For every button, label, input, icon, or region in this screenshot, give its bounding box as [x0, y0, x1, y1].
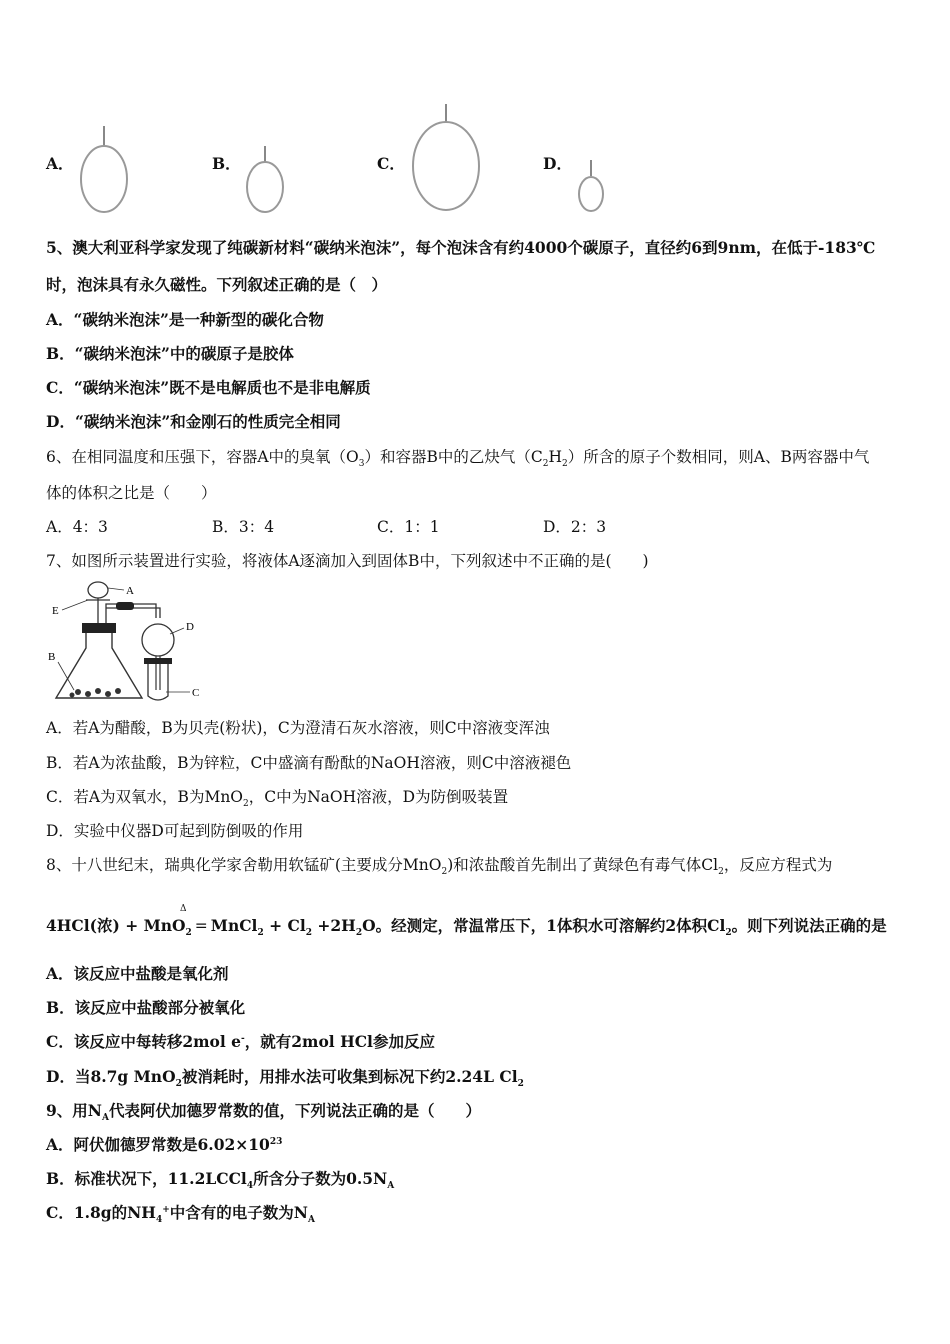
- q6-stem-line2: 体的体积之比是（ ）: [46, 484, 217, 502]
- q6-option-b[interactable]: B．3：4: [212, 518, 275, 536]
- q5-option-b[interactable]: B．“碳纳米泡沫”中的碳原子是胶体: [46, 344, 294, 363]
- q4-option-c-balloon-figure: [408, 102, 484, 216]
- q7-fig-label-d: D: [186, 621, 194, 633]
- q5-stem-line2: 时，泡沫具有永久磁性。下列叙述正确的是（ ）: [46, 275, 388, 294]
- q8-option-b[interactable]: B．该反应中盐酸部分被氧化: [46, 998, 246, 1017]
- q4-option-c-label[interactable]: C．: [377, 154, 405, 173]
- q9-stem: 9、用$N_A$代表阿伏加德罗常数的值，下列说法正确的是（ ）: [46, 1101, 481, 1124]
- q7-apparatus-figure: [46, 578, 216, 706]
- q7-fig-label-b: B: [48, 651, 56, 663]
- q4-option-d-balloon-figure: [574, 158, 608, 216]
- q8-equation-line: 4HCl(浓) + MnO$_2$ = MnCl$_2$ + $Cl_2 +2H_2O$。经测定，常温常压下，1体积水可溶解约2体积$Cl_2$。则下列说法正确的是: [46, 916, 887, 939]
- q8-option-c[interactable]: C．该反应中每转移2mol e-，就有2mol HCl参加反应: [46, 1032, 435, 1051]
- q7-fig-label-e: E: [52, 605, 59, 617]
- q7-fig-label-c: C: [192, 687, 200, 699]
- q7-option-a[interactable]: A．若A为醋酸，B为贝壳(粉状)，C为澄清石灰水溶液，则C中溶液变浑浊: [46, 719, 550, 737]
- q5-option-a[interactable]: A．“碳纳米泡沫”是一种新型的碳化合物: [46, 310, 324, 329]
- q6-option-c[interactable]: C．1：1: [377, 518, 440, 536]
- q8-option-a[interactable]: A．该反应中盐酸是氧化剂: [46, 964, 229, 983]
- q9-option-a[interactable]: A．阿伏伽德罗常数是$6.02\times 10^{23}$: [46, 1135, 283, 1154]
- q8-option-d[interactable]: D．当8.7g MnO$_2$被消耗时，用排水法可收集到标况下约2.24L $Cl_2$: [46, 1067, 524, 1090]
- q9-option-c[interactable]: C．1.8g的$NH_4^+$中含有的电子数为$N_A$: [46, 1203, 315, 1226]
- q8-equation-heat-symbol: Δ: [180, 904, 187, 914]
- q5-option-c[interactable]: C．“碳纳米泡沫”既不是电解质也不是非电解质: [46, 378, 371, 397]
- q5-stem-line1: 5、澳大利亚科学家发现了纯碳新材料“碳纳米泡沫”，每个泡沫含有约4000个碳原子，直径约6到9nm，在低于-183℃: [46, 238, 876, 257]
- q6-stem-line1: 6、在相同温度和压强下，容器A中的臭氧$(O_3)$和容器B中的乙炔气$(C_2H_2)$所含的原子个数相同，则A、B两容器中气: [46, 448, 870, 470]
- q4-option-a-balloon-figure: [76, 124, 132, 216]
- q4-option-b-balloon-figure: [242, 144, 288, 216]
- q7-option-c[interactable]: C．若A为双氧水，B为MnO$_2$，C中为NaOH溶液，D为防倒吸装置: [46, 788, 509, 810]
- q8-stem-line1: 8、十八世纪末，瑞典化学家舍勒用软锰矿(主要成分MnO$_2$)和浓盐酸首先制出了黄绿色有毒气体$Cl_2$，反应方程式为: [46, 856, 833, 878]
- q4-option-d-label[interactable]: D．: [543, 154, 572, 173]
- q7-option-b[interactable]: B．若A为浓盐酸，B为锌粒，C中盛滴有酚酞的NaOH溶液，则C中溶液褪色: [46, 754, 572, 772]
- q5-option-d[interactable]: D．“碳纳米泡沫”和金刚石的性质完全相同: [46, 412, 341, 431]
- q9-option-b[interactable]: B．标准状况下，11.2LCCl$_4$所含分子数为$0.5N_A$: [46, 1169, 395, 1192]
- q6-option-d[interactable]: D．2：3: [543, 518, 607, 536]
- q6-option-a[interactable]: A．4：3: [46, 518, 108, 536]
- q4-option-a-label[interactable]: A．: [46, 154, 74, 173]
- q7-stem: 7、如图所示装置进行实验，将液体A逐滴加入到固体B中，下列叙述中不正确的是( ): [46, 552, 649, 570]
- q7-fig-label-a: A: [126, 585, 134, 597]
- q4-option-b-label[interactable]: B．: [212, 154, 241, 173]
- q7-option-d[interactable]: D．实验中仪器D可起到防倒吸的作用: [46, 822, 304, 840]
